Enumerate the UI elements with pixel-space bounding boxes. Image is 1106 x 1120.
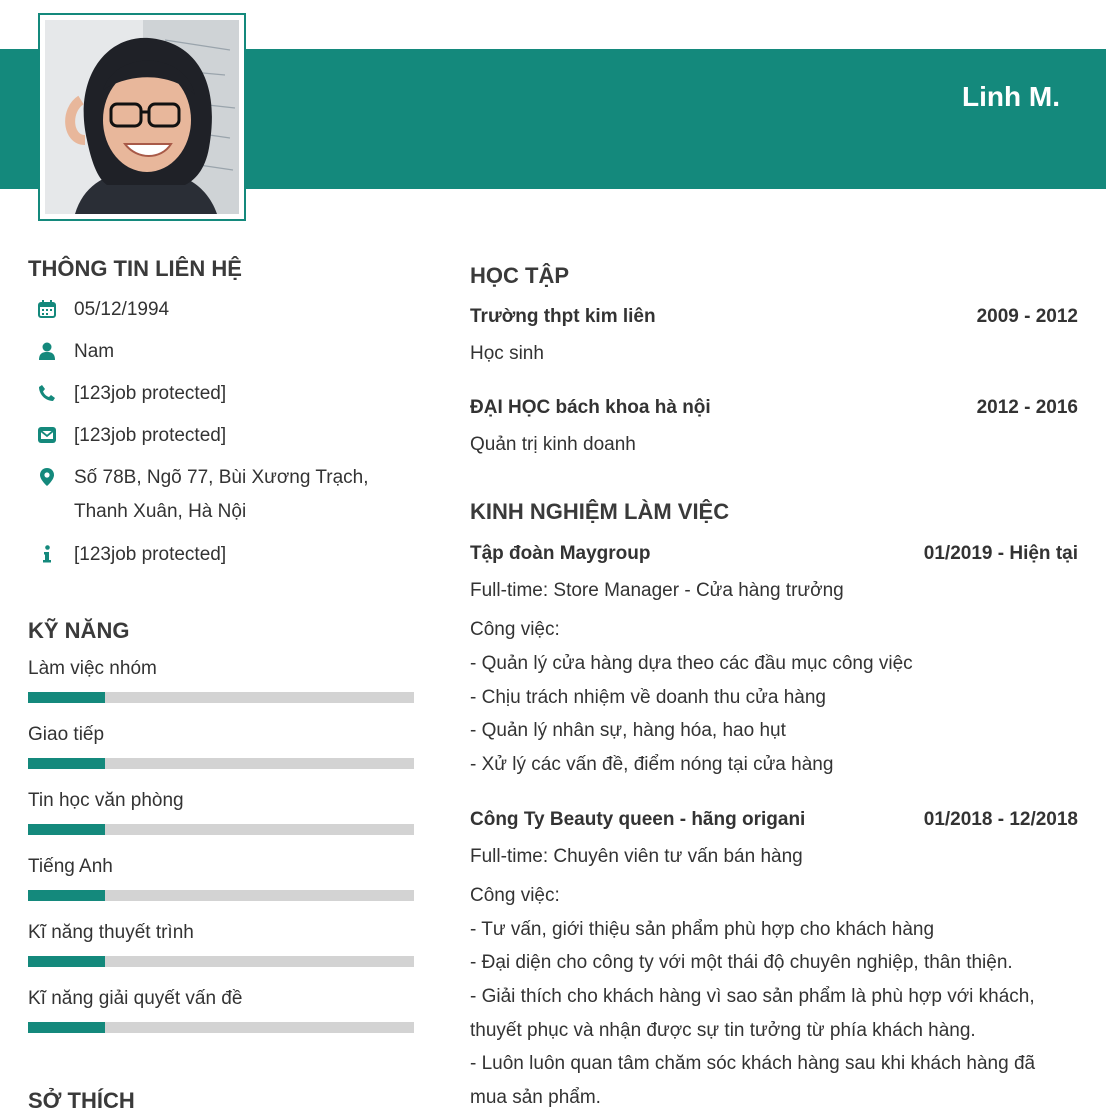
skill-level-fill [28, 1022, 105, 1033]
experience-section-title: KINH NGHIỆM LÀM VIỆC [470, 499, 730, 524]
address-line-1: Số 78B, Ngõ 77, Bùi Xương Trạch, [74, 467, 369, 488]
skill-level-bar [28, 890, 414, 901]
contact-info [28, 538, 418, 572]
contact-phone [28, 377, 418, 411]
school-period: 2012 - 2016 [976, 397, 1078, 418]
skill-label: Kĩ năng thuyết trình [28, 922, 194, 943]
company-name: Tập đoàn Maygroup [470, 543, 651, 564]
gender-value: Nam [74, 341, 115, 362]
address-value [74, 461, 369, 529]
user-icon [28, 338, 66, 364]
phone-value: [123job protected] [74, 383, 227, 404]
skill-level-fill [28, 692, 105, 703]
skill-level-fill [28, 758, 105, 769]
birthday-value: 05/12/1994 [74, 299, 170, 320]
email-value: [123job protected] [74, 425, 227, 446]
skill-label: Làm việc nhóm [28, 658, 157, 679]
skill-label: Tin học văn phòng [28, 790, 184, 811]
candidate-name: Linh M. [962, 81, 1060, 112]
skill-item [28, 788, 414, 835]
duties-label: Công việc: [470, 619, 560, 640]
duty-line: - Luôn luôn quan tâm chăm sóc khách hàng sau khi khách hàng đã [470, 1053, 1036, 1074]
duty-line: - Quản lý cửa hàng dựa theo các đầu mục công việc [470, 653, 913, 674]
education-section-title: HỌC TẬP [470, 263, 569, 288]
envelope-icon [28, 422, 66, 448]
experience-entry-2-header [470, 809, 1078, 831]
hobbies-section-title: SỞ THÍCH [28, 1088, 135, 1113]
skill-label: Giao tiếp [28, 724, 105, 745]
profile-photo-frame [38, 13, 246, 221]
duties-label: Công việc: [470, 885, 560, 906]
school-name: Trường thpt kim liên [470, 306, 656, 327]
phone-icon [28, 380, 66, 406]
education-entry-2-header [470, 397, 1078, 419]
duty-line: - Tư vấn, giới thiệu sản phẩm phù hợp cho khách hàng [470, 919, 935, 940]
skill-label: Tiếng Anh [28, 856, 113, 877]
contact-birthday [28, 293, 418, 327]
skill-level-fill [28, 890, 105, 901]
duty-line: - Chịu trách nhiệm về doanh thu cửa hàng [470, 687, 826, 708]
duty-line: - Xử lý các vấn đề, điểm nóng tại cửa hàng [470, 754, 834, 775]
school-detail: Quản trị kinh doanh [470, 434, 636, 455]
skill-level-bar [28, 758, 414, 769]
skill-level-bar [28, 956, 414, 967]
skills-section-title: KỸ NĂNG [28, 618, 130, 643]
skill-item [28, 986, 414, 1033]
experience-entry-1-header [470, 543, 1078, 565]
duty-line: thuyết phục và nhận được sự tin tưởng từ phía khách hàng. [470, 1020, 976, 1041]
contact-address [28, 461, 418, 529]
skill-level-fill [28, 956, 105, 967]
school-period: 2009 - 2012 [976, 306, 1078, 327]
info-icon [28, 541, 66, 567]
skill-item [28, 656, 414, 703]
contact-gender [28, 335, 418, 369]
skill-item [28, 722, 414, 769]
calendar-icon [28, 296, 66, 322]
duty-line: - Quản lý nhân sự, hàng hóa, hao hụt [470, 720, 786, 741]
map-marker-icon [28, 464, 66, 490]
company-name: Công Ty Beauty queen - hãng origani [470, 809, 806, 830]
job-period: 01/2018 - 12/2018 [923, 809, 1078, 830]
education-entry-1-header [470, 306, 1078, 328]
info-value: [123job protected] [74, 544, 227, 565]
duty-line: - Đại diện cho công ty với một thái độ chuyên nghiệp, thân thiện. [470, 952, 1013, 973]
skill-level-fill [28, 824, 105, 835]
school-detail: Học sinh [470, 343, 544, 364]
job-position: Full-time: Store Manager - Cửa hàng trưởng [470, 580, 844, 601]
contact-email [28, 419, 418, 453]
duty-line: - Giải thích cho khách hàng vì sao sản phẩm là phù hợp với khách, [470, 986, 1035, 1007]
skill-item [28, 920, 414, 967]
skill-level-bar [28, 824, 414, 835]
skill-item [28, 854, 414, 901]
skill-level-bar [28, 1022, 414, 1033]
job-period: 01/2019 - Hiện tại [923, 543, 1078, 564]
skill-label: Kĩ năng giải quyết vấn đề [28, 988, 243, 1009]
skill-level-bar [28, 692, 414, 703]
school-name: ĐẠI HỌC bách khoa hà nội [470, 397, 711, 418]
duty-line: mua sản phẩm. [470, 1087, 601, 1108]
contact-section-title: THÔNG TIN LIÊN HỆ [28, 256, 242, 281]
profile-photo [45, 20, 239, 214]
job-position: Full-time: Chuyên viên tư vấn bán hàng [470, 846, 803, 867]
address-line-2: Thanh Xuân, Hà Nội [74, 501, 247, 522]
